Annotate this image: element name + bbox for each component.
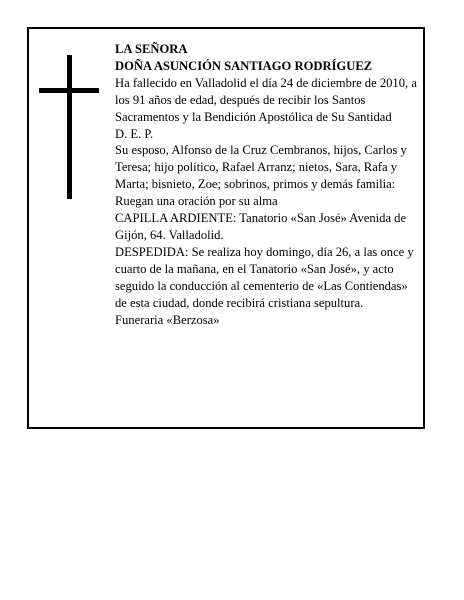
- funeral-home: Funeraria «Berzosa»: [115, 312, 220, 327]
- notice-title: LA SEÑORA: [115, 42, 188, 56]
- cross-icon: [39, 55, 99, 199]
- notice-body: [115, 41, 421, 328]
- prayer-request: Ruegan una oración por su alma: [115, 194, 278, 209]
- rest-in-peace: D. E. P.: [115, 126, 154, 141]
- chapel-info: CAPILLA ARDIENTE: Tanatorio «San José» Avenida de Gijón, 64. Valladolid.: [115, 211, 407, 242]
- farewell-info: DESPEDIDA: Se realiza hoy domingo, día 26, a las once y cuarto de la mañana, en el Tanatorio «San José», y acto seguido la conducción al cementerio de «Las Contiendas» de esta ciudad, donde recibirá cristiana sepultura.: [115, 244, 414, 310]
- deceased-name: DOÑA ASUNCIÓN SANTIAGO RODRÍGUEZ: [115, 58, 373, 73]
- cross-horizontal-bar: [39, 88, 99, 93]
- obituary-notice: [27, 27, 425, 429]
- death-announcement: Ha fallecido en Valladolid el día 24 de diciembre de 2010, a los 91 años de edad, después de recibir los Santos Sacramentos y la Bendición Apostólica de Su Santidad: [115, 75, 417, 124]
- family-list: Su esposo, Alfonso de la Cruz Cembranos, hijos, Carlos y Teresa; hijo político, Rafael Arranz; nietos, Sara, Rafa y Marta; bisnieto, Zoe; sobrinos, primos y demás familia:: [115, 143, 407, 192]
- cross-vertical-bar: [67, 55, 72, 199]
